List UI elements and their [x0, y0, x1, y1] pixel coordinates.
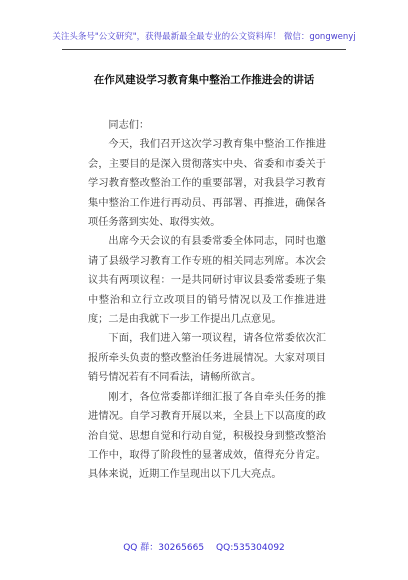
paragraph: 下面，我们进入第一项议程，请各位常委依次汇报所牵头负责的整改整治任务进展情况。大家对项目销号情况若有不同看法，请畅所欲言。: [88, 333, 326, 384]
qq-group-number: QQ 群：30265665: [123, 543, 205, 553]
header-divider: [62, 49, 346, 50]
paragraph: 刚才，各位常委都详细汇报了各自牵头任务的推进情况。自学习教育开展以来，全县上下以高度的政治自觉、思想自觉和行动自觉，积极投身到整改整治工作中，取得了阶段性的显著成效，值得充分肯定。具体来说，近期工作呈现出以下几大亮点。: [88, 391, 326, 481]
paragraph: 出席今天会议的有县委常委全体同志，同时也邀请了县级学习教育工作专班的相关同志列席。本次会议共有两项议程：一是共同研讨审议县委常委班子集中整治和立行立改项目的销号情况以及工作推进进度；二是由我就下一步工作提出几点意见。: [88, 236, 326, 326]
document-title: 在作风建设学习教育集中整治工作推进会的讲话: [93, 74, 315, 86]
document-body: [88, 116, 326, 485]
header-note: 关注头条号"公文研究"，获得最新最全最专业的公文资料库！ 微信：gongwenyj: [52, 32, 356, 42]
paragraph: 今天，我们召开这次学习教育集中整治工作推进会，主要目的是深入贯彻落实中央、省委和市委关于学习教育整改整治工作的重要部署，对我县学习教育集中整治工作进行再动员、再部署、再推进，确保各项任务落到实处、取得实效。: [88, 139, 326, 229]
footer-contact: [0, 540, 408, 553]
salutation: 同志们：: [108, 120, 150, 131]
qq-contact-number: QQ:535304092: [216, 543, 285, 553]
